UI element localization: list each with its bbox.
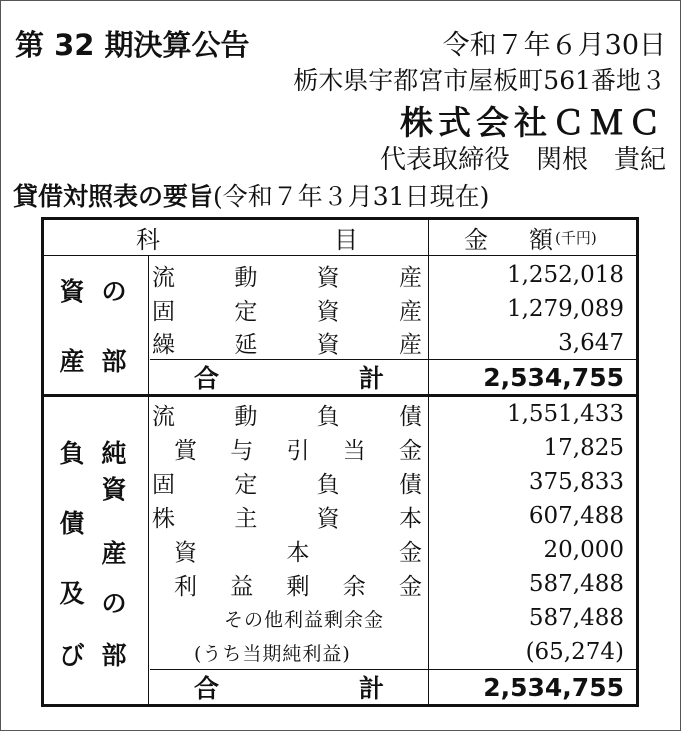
company-address: 栃木県宇都宮市屋板町561番地３ [293,66,666,95]
assets-label-1: 資 [59,277,85,306]
row-fixed-liabilities: 固 定 負 債 [152,471,422,498]
row-retained-earnings: 利 益 剰 余 金 [174,573,422,600]
row-shareholders-equity: 株 主 資 本 [152,505,422,532]
value-net-income: (65,274) [525,639,624,665]
value-fixed-liabilities: 375,833 [528,469,624,495]
liabilities-total-label: 合 計 [194,674,384,703]
col-header-item-2: 目 [334,226,358,254]
representative-name: 代表取締役 関根 貴紀 [379,145,666,175]
assets-label-3: 産 [59,347,85,376]
col-header-item-1: 科 [136,226,160,254]
value-other-retained-earnings: 587,488 [528,605,624,631]
notice-date: 令和７年６月30日 [442,30,666,61]
balance-sheet-table [41,217,639,707]
value-shareholders-equity: 607,488 [528,503,624,529]
liab-label-left-1: 負 [59,439,85,468]
liab-label-right-3: 産 [101,539,127,568]
row-fixed-assets: 固 定 資 産 [152,298,422,325]
liabilities-total-value: 2,534,755 [483,672,624,702]
liab-label-right-2: 資 [101,475,127,504]
unit-label: (千円) [555,229,597,247]
header-divider [44,255,636,256]
row-current-assets: 流 動 資 産 [152,264,422,291]
col-header-amount-1: 金 [464,226,488,254]
assets-label-2: の [101,277,127,306]
label-column-divider [148,255,149,704]
company-name: 株式会社ＣＭＣ [400,103,666,142]
assets-total-label: 合 計 [194,364,384,393]
liab-label-left-2: 債 [59,509,85,538]
col-header-amount-2: 額 (千円) [529,226,597,254]
row-deferred-assets: 繰 延 資 産 [152,332,422,358]
balance-sheet-date: (令和７年３月31日現在) [213,182,490,211]
liab-label-left-4: び [59,641,85,670]
value-capital-stock: 20,000 [543,537,624,563]
value-current-assets: 1,252,018 [506,262,624,288]
value-bonus-reserve: 17,825 [543,435,624,461]
row-current-liabilities: 流 動 負 債 [152,403,422,430]
row-capital-stock: 資 本 金 [174,539,422,566]
balance-sheet-title: 貸借対照表の要旨(令和７年３月31日現在) [13,182,490,211]
row-bonus-reserve: 賞 与 引 当 金 [174,437,422,464]
notice-title: 第 32 期決算公告 [15,28,250,62]
value-deferred-assets: 3,647 [558,329,624,356]
liab-label-left-3: 及 [59,579,85,608]
assets-total-value: 2,534,755 [483,362,624,392]
value-retained-earnings: 587,488 [528,571,624,597]
row-net-income: (うち当期純利益) [194,642,351,665]
value-current-liabilities: 1,551,433 [506,401,624,427]
row-other-retained-earnings: その他利益剰余金 [224,608,385,631]
liab-label-right-1: 純 [101,439,127,468]
value-fixed-assets: 1,279,089 [506,296,624,322]
assets-label-4: 部 [101,347,127,376]
liab-label-right-4: の [101,589,127,618]
liab-label-right-5: 部 [101,641,127,670]
